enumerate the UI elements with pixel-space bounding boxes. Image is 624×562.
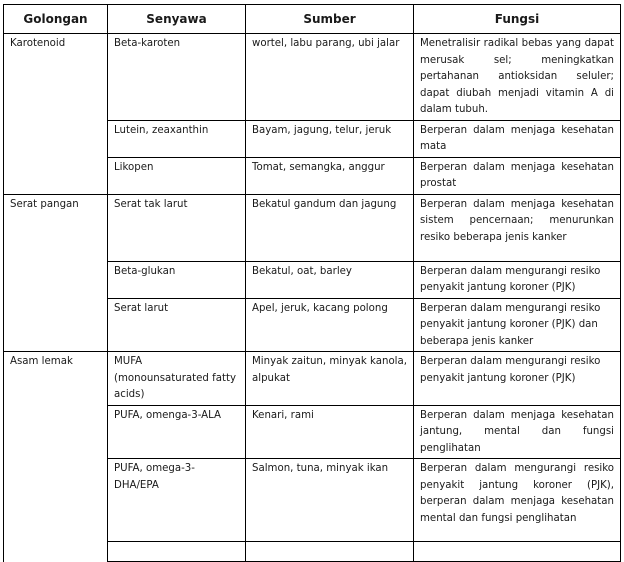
table-row [4, 459, 621, 542]
group-name: Asam lemak [4, 352, 108, 406]
table-row [4, 352, 621, 406]
group-name: Karotenoid [4, 34, 108, 121]
fungsi-cell: Berperan dalam mengurangi resiko penyakit jantung koroner (PJK) dan beberapa jenis kanker [414, 298, 621, 352]
header-row [4, 5, 621, 34]
table-row [4, 157, 621, 194]
table-row [4, 194, 621, 261]
fungsi-cell: Berperan dalam menjaga kesehatan jantung, mental dan fungsi penglihatan [414, 405, 621, 459]
table-row [4, 298, 621, 352]
fungsi-cell: Berperan dalam mengurangi resiko penyakit jantung koroner (PJK) [414, 352, 621, 406]
header-senyawa: Senyawa [108, 5, 246, 34]
fungsi-cell: Berperan dalam menjaga kesehatan mata [414, 120, 621, 157]
table-row-cutoff [4, 542, 621, 562]
sumber-cell: Bekatul gandum dan jagung [246, 194, 414, 261]
senyawa-cell: PUFA, omega-3-DHA/EPA [108, 459, 246, 542]
senyawa-cell: Serat tak larut [108, 194, 246, 261]
sumber-cell: Tomat, semangka, anggur [246, 157, 414, 194]
table-row [4, 120, 621, 157]
fungsi-cell: Berperan dalam menjaga kesehatan sistem pencernaan; menurunkan resiko beberapa jenis kanker [414, 194, 621, 261]
sumber-cell: Kenari, rami [246, 405, 414, 459]
table-row [4, 34, 621, 121]
sumber-cell: Bayam, jagung, telur, jeruk [246, 120, 414, 157]
fungsi-cell: Menetralisir radikal bebas yang dapat merusak sel; meningkatkan pertahanan antioksidan seluler; dapat diubah menjadi vitamin A di dalam tubuh. [414, 34, 621, 121]
nutrition-compound-table [3, 4, 621, 562]
senyawa-cell: Beta-glukan [108, 261, 246, 298]
table-row [4, 405, 621, 459]
senyawa-cell: PUFA, omenga-3-ALA [108, 405, 246, 459]
senyawa-cell: Serat larut [108, 298, 246, 352]
group-name: Serat pangan [4, 194, 108, 261]
header-golongan: Golongan [4, 5, 108, 34]
header-fungsi: Fungsi [414, 5, 621, 34]
senyawa-cell: Lutein, zeaxanthin [108, 120, 246, 157]
sumber-cell: Apel, jeruk, kacang polong [246, 298, 414, 352]
sumber-cell: Minyak zaitun, minyak kanola, alpukat [246, 352, 414, 406]
senyawa-cell: Likopen [108, 157, 246, 194]
sumber-cell: Salmon, tuna, minyak ikan [246, 459, 414, 542]
table-row [4, 261, 621, 298]
fungsi-cell: Berperan dalam mengurangi resiko penyakit jantung koroner (PJK), berperan dalam menjaga kesehatan mental dan fungsi penglihatan [414, 459, 621, 542]
header-sumber: Sumber [246, 5, 414, 34]
senyawa-cell: Beta-karoten [108, 34, 246, 121]
senyawa-cell: MUFA (monounsaturated fatty acids) [108, 352, 246, 406]
sumber-cell: wortel, labu parang, ubi jalar [246, 34, 414, 121]
sumber-cell: Bekatul, oat, barley [246, 261, 414, 298]
fungsi-cell: Berperan dalam mengurangi resiko penyakit jantung koroner (PJK) [414, 261, 621, 298]
fungsi-cell: Berperan dalam menjaga kesehatan prostat [414, 157, 621, 194]
